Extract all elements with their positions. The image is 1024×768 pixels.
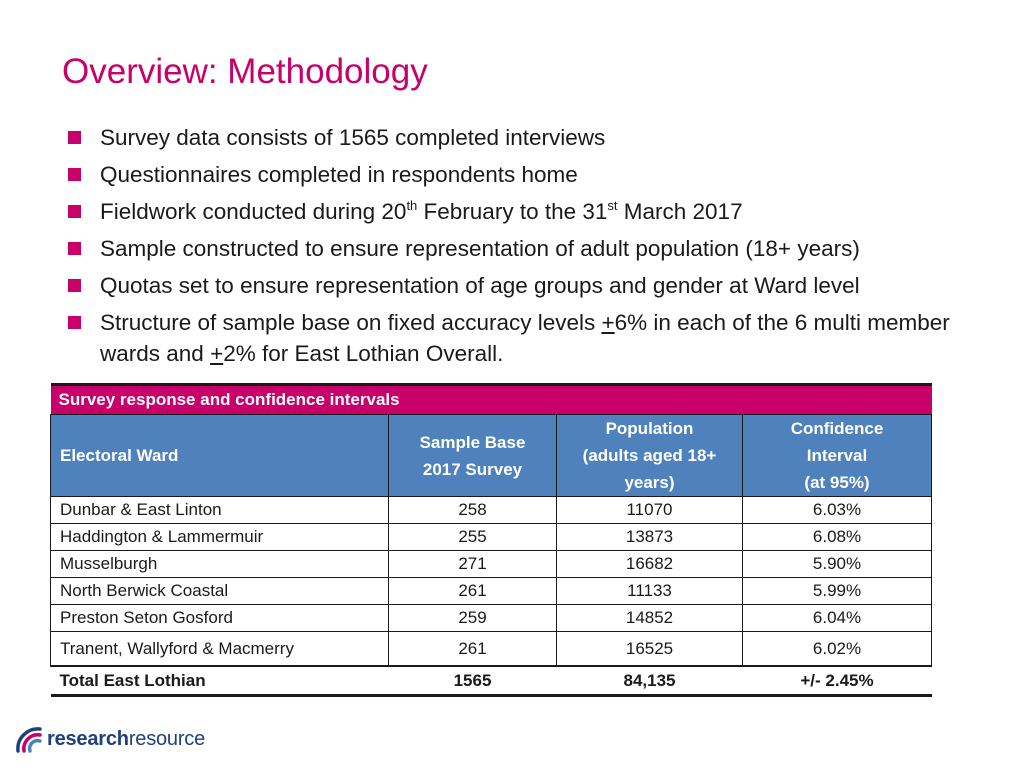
header-line: Interval <box>806 446 868 465</box>
cell-ward: Dunbar & East Linton <box>51 497 389 524</box>
company-logo <box>14 722 205 756</box>
square-bullet-icon <box>68 168 81 181</box>
bullet-item <box>62 122 982 153</box>
table-caption: Survey response and confidence intervals <box>51 385 932 415</box>
cell-population: 16682 <box>557 551 743 578</box>
bullet-text: February to the 31 <box>417 199 608 224</box>
cell-sample: 258 <box>389 497 557 524</box>
table-caption-row <box>51 385 932 415</box>
plus-minus-sign: + <box>210 341 224 366</box>
cell-population: 84,135 <box>557 666 743 696</box>
cell-ci: 6.08% <box>743 524 932 551</box>
cell-sample: 271 <box>389 551 557 578</box>
bullet-item <box>62 196 982 227</box>
square-bullet-icon <box>68 316 81 329</box>
bullet-text: Survey data consists of 1565 completed interviews <box>100 125 606 150</box>
table-header-row <box>51 415 932 497</box>
square-bullet-icon <box>68 242 81 255</box>
cell-ward: Total East Lothian <box>51 666 389 696</box>
table-row <box>51 605 932 632</box>
table-row <box>51 551 932 578</box>
header-sample-base <box>389 415 557 497</box>
plus-minus-sign: + <box>601 310 615 335</box>
bullet-text: Structure of sample base on fixed accuracy levels <box>100 310 602 335</box>
logo-text-research: research <box>47 727 129 750</box>
header-line: Population <box>605 419 694 438</box>
cell-ci: +/- 2.45% <box>743 666 932 696</box>
bullet-item <box>62 307 982 369</box>
table-total-row <box>51 666 932 696</box>
bullet-text: Sample constructed to ensure representation of adult population (18+ years) <box>100 236 860 261</box>
square-bullet-icon <box>68 279 81 292</box>
bullet-text: 6% in each of the 6 multi member wards and <box>100 310 950 366</box>
header-line: Sample Base <box>419 432 526 452</box>
header-line: Confidence <box>790 419 884 438</box>
header-line: (at 95%) <box>804 473 870 492</box>
square-bullet-icon <box>68 205 81 218</box>
cell-ward: North Berwick Coastal <box>51 578 389 605</box>
cell-ward: Tranent, Wallyford & Macmerry <box>51 632 389 667</box>
bullet-text: March 2017 <box>617 199 743 224</box>
cell-ward: Preston Seton Gosford <box>51 605 389 632</box>
bullet-list <box>62 122 982 375</box>
table-row <box>51 632 932 667</box>
header-line: years) <box>624 473 675 492</box>
table-row <box>51 578 932 605</box>
cell-population: 13873 <box>557 524 743 551</box>
table-row <box>51 524 932 551</box>
bullet-text: Fieldwork conducted during 20 <box>100 199 407 224</box>
bullet-item <box>62 270 982 301</box>
cell-sample: 261 <box>389 632 557 667</box>
ordinal-suffix: th <box>406 198 418 213</box>
cell-ward: Haddington & Lammermuir <box>51 524 389 551</box>
square-bullet-icon <box>68 131 81 144</box>
bullet-item <box>62 159 982 190</box>
logo-text-resource: resource <box>128 727 206 750</box>
cell-population: 11070 <box>557 497 743 524</box>
cell-ci: 6.03% <box>743 497 932 524</box>
cell-ci: 6.02% <box>743 632 932 667</box>
header-line: 2017 Survey <box>422 459 523 479</box>
table-row <box>51 497 932 524</box>
cell-population: 11133 <box>557 578 743 605</box>
survey-table <box>50 383 932 697</box>
header-confidence-interval <box>743 415 932 497</box>
cell-ci: 5.90% <box>743 551 932 578</box>
cell-sample: 259 <box>389 605 557 632</box>
bullet-text: Questionnaires completed in respondents home <box>100 162 578 187</box>
header-electoral-ward: Electoral Ward <box>51 415 389 497</box>
header-population <box>557 415 743 497</box>
logo-wordmark <box>47 728 205 751</box>
cell-population: 16525 <box>557 632 743 667</box>
cell-sample: 1565 <box>389 666 557 696</box>
cell-sample: 261 <box>389 578 557 605</box>
slide-title: Overview: Methodology <box>62 52 428 91</box>
bullet-item <box>62 233 982 264</box>
header-line: (adults aged 18+ <box>582 446 717 465</box>
bullet-text: Quotas set to ensure representation of age groups and gender at Ward level <box>100 273 860 298</box>
cell-sample: 255 <box>389 524 557 551</box>
cell-ward: Musselburgh <box>51 551 389 578</box>
research-resource-logo-icon <box>14 725 44 753</box>
bullet-text: 2% for East Lothian Overall. <box>223 341 504 366</box>
cell-ci: 6.04% <box>743 605 932 632</box>
cell-ci: 5.99% <box>743 578 932 605</box>
cell-population: 14852 <box>557 605 743 632</box>
ordinal-suffix: st <box>607 198 618 213</box>
